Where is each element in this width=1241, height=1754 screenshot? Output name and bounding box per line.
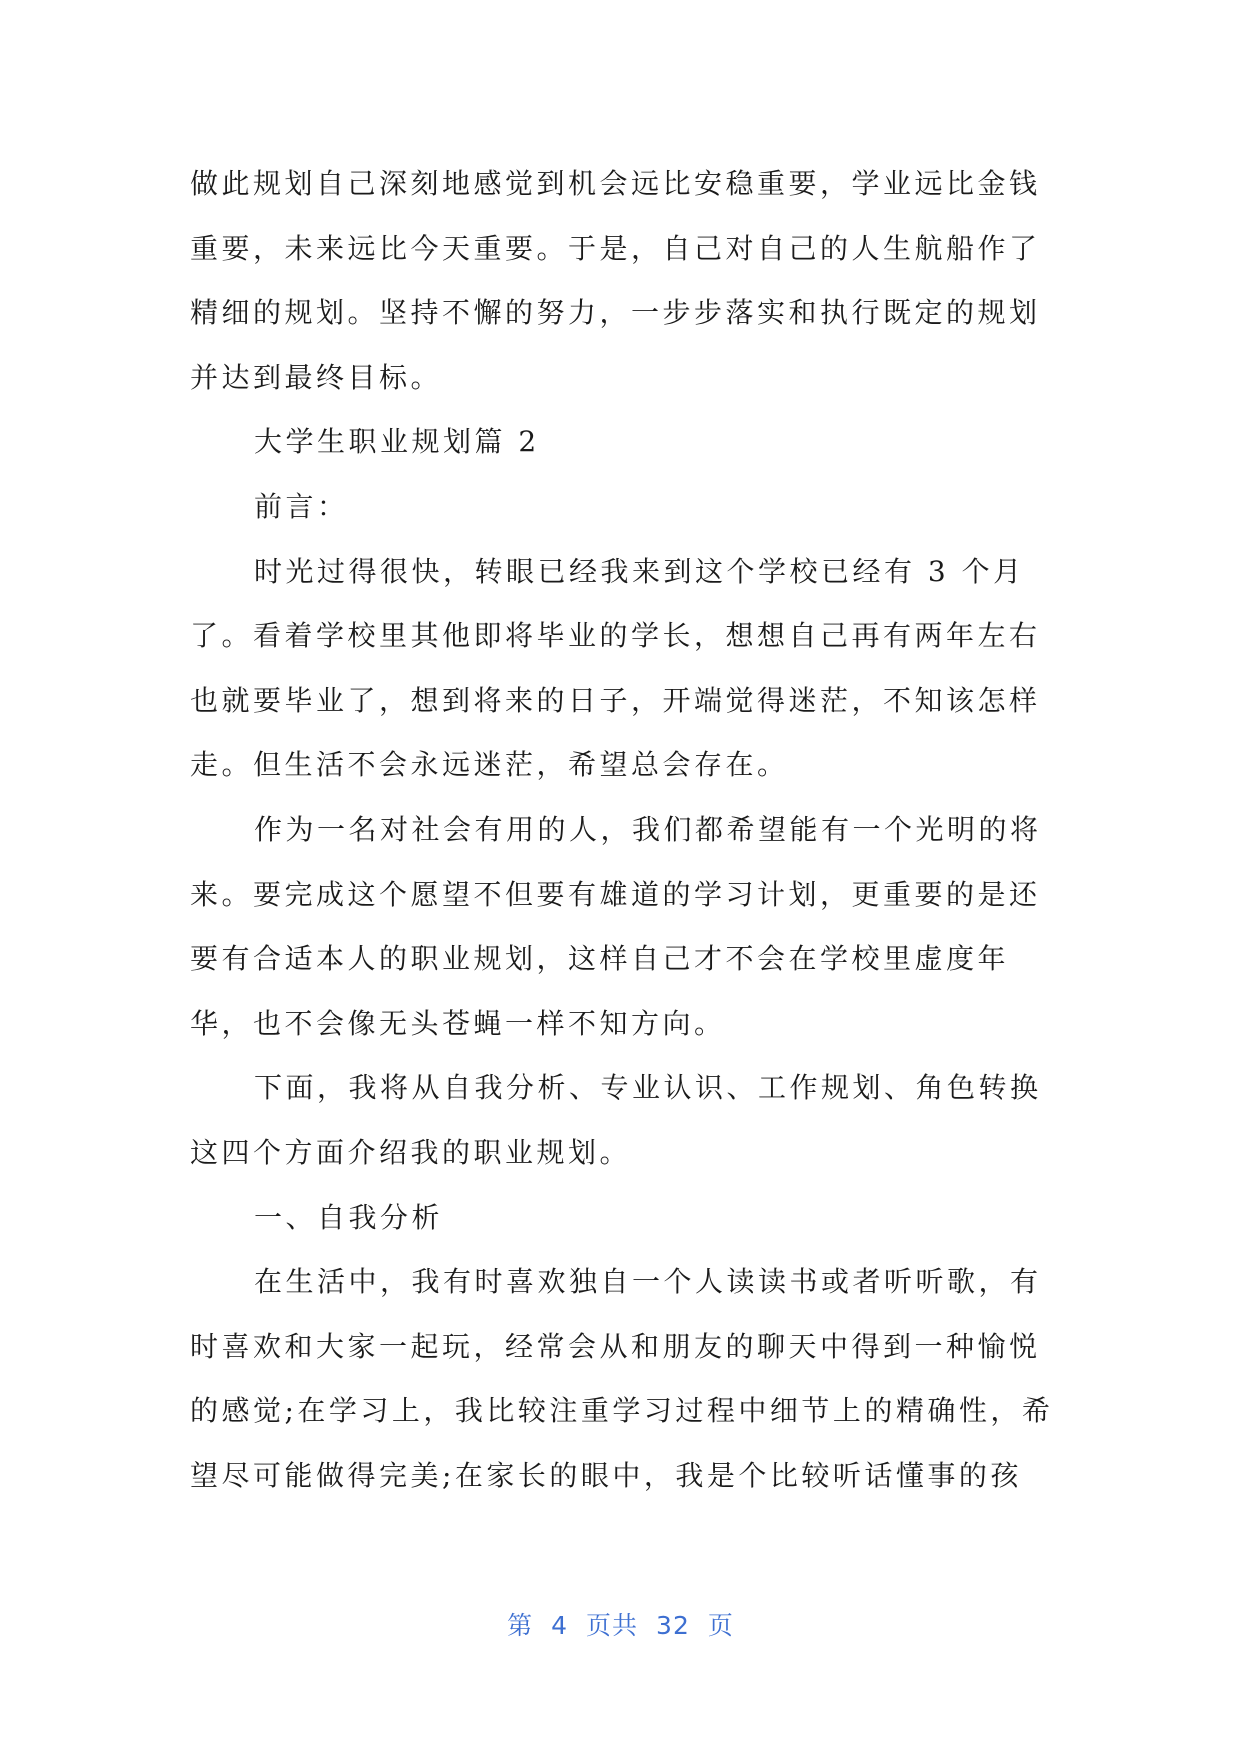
footer-total-pages: 32 <box>656 1611 690 1640</box>
text-line: 要有合适本人的职业规划，这样自己才不会在学校里虚度年 <box>190 942 1010 976</box>
document-body <box>190 152 1060 1508</box>
footer-prefix: 第 <box>507 1611 534 1640</box>
text-line: 这四个方面介绍我的职业规划。 <box>190 1135 632 1169</box>
page-footer <box>0 1606 1241 1642</box>
text-line: 重要，未来远比今天重要。于是，自己对自己的人生航船作了 <box>190 231 1041 265</box>
text-line: 走。但生活不会永远迷茫，希望总会存在。 <box>190 748 789 782</box>
text-line: 也就要毕业了，想到将来的日子，开端觉得迷茫，不知该怎样 <box>190 683 1041 717</box>
text-line: 的感觉;在学习上，我比较注重学习过程中细节上的精确性，希 <box>190 1394 1054 1428</box>
text-line: 并达到最终目标。 <box>190 360 443 394</box>
section-heading: 大学生职业规划篇 2 <box>254 425 540 459</box>
footer-suffix: 页 <box>707 1611 734 1640</box>
text-line: 了。看着学校里其他即将毕业的学长，想想自己再有两年左右 <box>190 619 1041 653</box>
subsection-heading: 一、自我分析 <box>254 1200 444 1234</box>
text-line: 精细的规划。坚持不懈的努力，一步步落实和执行既定的规划 <box>190 296 1041 330</box>
text-line: 望尽可能做得完美;在家长的眼中，我是个比较听话懂事的孩 <box>190 1458 1022 1492</box>
text-line: 下面，我将从自我分析、专业认识、工作规划、角色转换 <box>254 1071 1042 1105</box>
footer-middle: 页共 <box>586 1611 639 1640</box>
text-line: 作为一名对社会有用的人，我们都希望能有一个光明的将 <box>254 812 1042 846</box>
text-line: 做此规划自己深刻地感觉到机会远比安稳重要，学业远比金钱 <box>190 167 1041 200</box>
text-line: 在生活中，我有时喜欢独自一个人读读书或者听听歌，有 <box>254 1265 1042 1299</box>
footer-current-page: 4 <box>551 1611 569 1640</box>
text-line: 来。要完成这个愿望不但要有雄道的学习计划，更重要的是还 <box>190 877 1041 911</box>
text-line: 时喜欢和大家一起玩，经常会从和朋友的聊天中得到一种愉悦 <box>190 1329 1041 1363</box>
subsection-heading: 前言： <box>254 489 349 523</box>
text-line: 华，也不会像无头苍蝇一样不知方向。 <box>190 1006 726 1040</box>
text-line: 时光过得很快，转眼已经我来到这个学校已经有 3 个月 <box>254 554 1025 588</box>
